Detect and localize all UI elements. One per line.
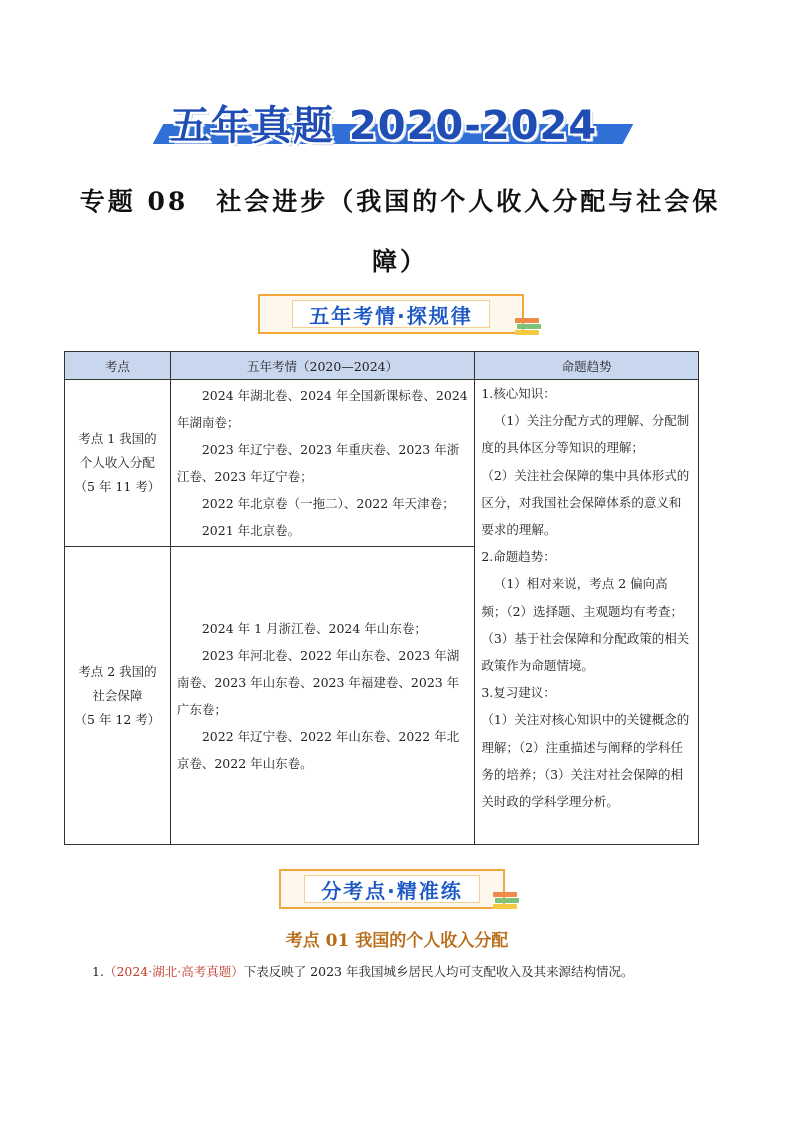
trend-text: 3.复习建议： <box>481 685 556 701</box>
trend-text: （1）关注对核心知识中的关键概念的理解；（2）注重描述与阐释的学科任务的培养；（3）关注对社会保障的相关时政的学科学理分析。 <box>481 712 690 810</box>
years-text: 2021 年北京卷。 <box>201 523 301 538</box>
point-text: 考点 2 我国的 <box>78 663 157 679</box>
summary-table <box>64 351 699 845</box>
page-title-line2: 障） <box>371 247 428 276</box>
years-text: 2022 年辽宁卷、2022 年山东卷、2022 年北京卷、2022 年山东卷。 <box>176 728 460 771</box>
banner <box>150 88 640 156</box>
years-cell <box>170 547 474 845</box>
years-text: 2023 年辽宁卷、2023 年重庆卷、2023 年浙江卷、2023 年辽宁卷； <box>176 442 460 484</box>
point-text: 社会保障 <box>92 687 143 703</box>
point-text: 个人收入分配 <box>79 455 155 470</box>
books-icon <box>493 892 519 910</box>
question-source: （2024·湖北·高考真题） <box>103 964 244 979</box>
section-badge-label: 五年考情·探规律 <box>292 300 490 328</box>
header-trend: 命题趋势 <box>475 352 699 380</box>
section-badge-practice <box>279 869 505 909</box>
books-icon <box>515 318 541 336</box>
section-badge-overview <box>258 294 524 334</box>
trend-text: （1）关注分配方式的理解、分配制度的具体区分等知识的理解； <box>481 413 690 456</box>
years-text: 2024 年湖北卷、2024 年全国新课标卷、2024 年湖南卷； <box>176 388 468 430</box>
point-text: （5 年 11 考） <box>74 479 161 494</box>
page-title <box>70 172 730 292</box>
question-text: 下表反映了 2023 年我国城乡居民人均可支配收入及其来源结构情况。 <box>243 964 634 979</box>
table-header-row <box>65 352 699 380</box>
section-badge-label: 分考点·精准练 <box>304 875 480 903</box>
point-cell <box>65 547 171 845</box>
years-cell <box>170 380 474 547</box>
header-years: 五年考情（2020—2024） <box>170 352 474 380</box>
point-text: （5 年 12 考） <box>74 711 161 727</box>
table-row <box>65 380 699 547</box>
years-text: 2022 年北京卷（一拖二）、2022 年天津卷； <box>201 496 455 511</box>
question-1 <box>92 962 732 982</box>
point-cell <box>65 380 171 547</box>
trend-cell <box>475 380 699 845</box>
point-text: 考点 1 我国的 <box>78 431 157 446</box>
trend-text: （1）相对来说，考点 2 偏向高频；（2）选择题、主观题均有考查；（3）基于社会保障和分配政策的相关政策作为命题情境。 <box>481 576 690 674</box>
trend-text: 2.命题趋势： <box>481 549 556 565</box>
header-point: 考点 <box>65 352 171 380</box>
page-title-line1: 专题 08 社会进步（我国的个人收入分配与社会保 <box>79 187 721 216</box>
trend-text: 1.核心知识： <box>481 386 556 401</box>
years-text: 2024 年 1 月浙江卷、2024 年山东卷； <box>201 620 427 636</box>
trend-text: （2）关注社会保障的集中具体形式的区分，对我国社会保障体系的意义和要求的理解。 <box>481 467 690 538</box>
topic-heading: 考点 01 我国的个人收入分配 <box>285 931 509 951</box>
banner-title: 五年真题 2020-2024 <box>170 103 598 149</box>
years-text: 2023 年河北卷、2022 年山东卷、2023 年湖南卷、2023 年山东卷、2023 年福建卷、2023 年广东卷； <box>176 647 460 717</box>
question-number: 1. <box>92 964 104 979</box>
